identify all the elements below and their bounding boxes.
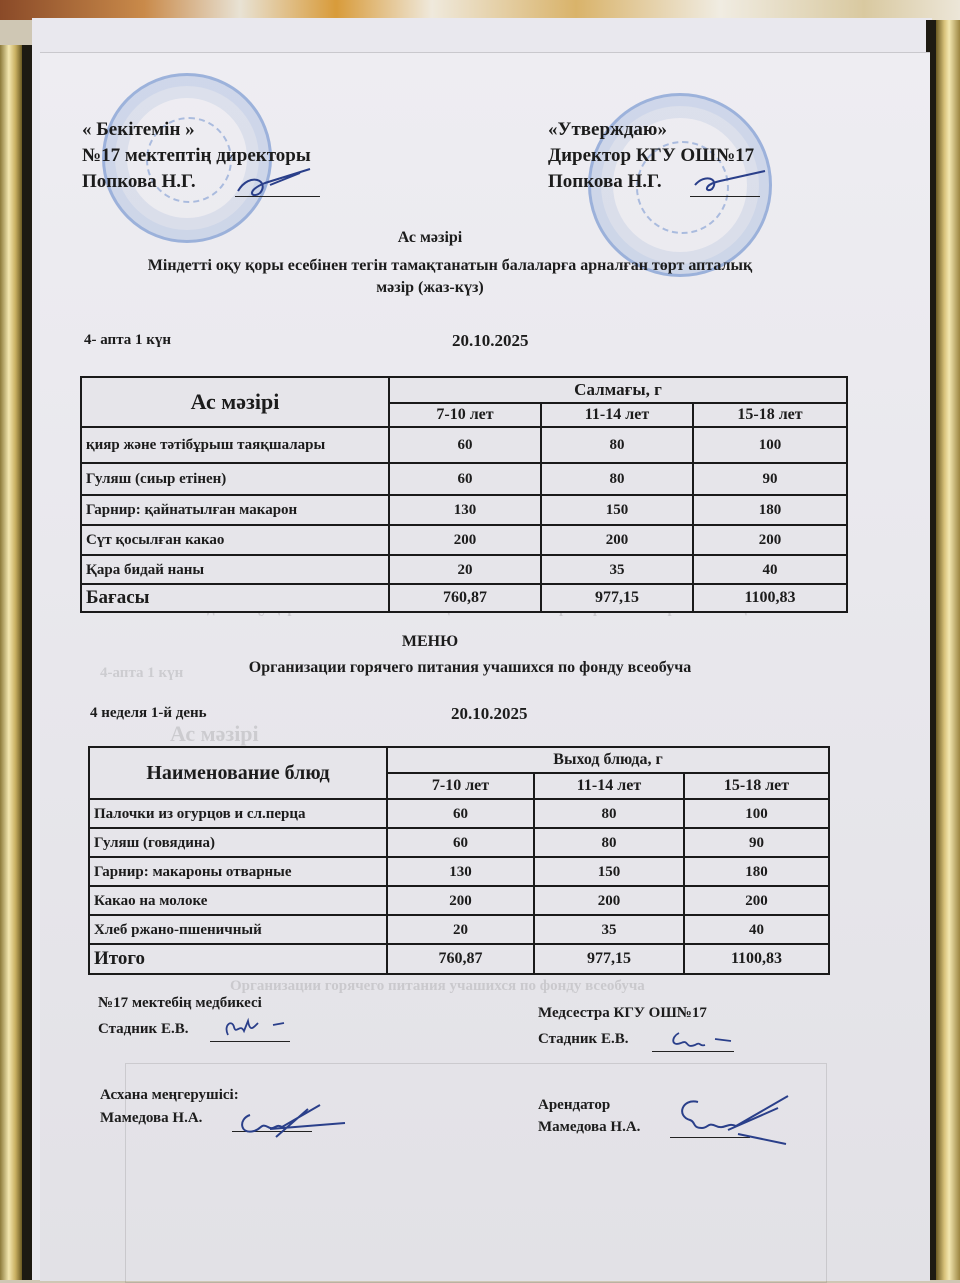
kz-week-day: 4- апта 1 күн bbox=[84, 332, 172, 348]
nurse-ru-role: Медсестра КГУ ОШ№17 bbox=[538, 1005, 707, 1021]
weight-value: 200 bbox=[389, 525, 541, 555]
weight-value: 20 bbox=[389, 555, 541, 584]
tenant-ru-name: Мамедова Н.А. bbox=[538, 1119, 641, 1135]
weight-value: 100 bbox=[693, 427, 847, 463]
ru-table-name-header: Наименование блюд bbox=[89, 747, 387, 799]
weight-value: 35 bbox=[534, 915, 684, 944]
approval-kz-line1: « Бекітемін » bbox=[82, 119, 195, 140]
kz-table-group-header: Салмағы, г bbox=[389, 377, 847, 403]
total-value: 760,87 bbox=[387, 944, 534, 974]
nurse-kz-name: Стадник Е.В. bbox=[98, 1021, 189, 1037]
weight-value: 200 bbox=[541, 525, 693, 555]
dish-name: Гуляш (сиыр етінен) bbox=[81, 463, 389, 495]
weight-value: 20 bbox=[387, 915, 534, 944]
weight-value: 40 bbox=[684, 915, 829, 944]
weight-value: 200 bbox=[684, 886, 829, 915]
ru-week-day: 4 неделя 1-й день bbox=[90, 705, 207, 721]
dish-name: Гарнир: макароны отварные bbox=[89, 857, 387, 886]
table-row bbox=[89, 915, 829, 944]
kz-col-7-10: 7-10 лет bbox=[389, 403, 541, 427]
ru-col-15-18: 15-18 лет bbox=[684, 773, 829, 799]
total-value: 1100,83 bbox=[693, 584, 847, 612]
weight-value: 180 bbox=[684, 857, 829, 886]
nurse-ru-name: Стадник Е.В. bbox=[538, 1031, 629, 1047]
weight-value: 60 bbox=[389, 463, 541, 495]
weight-value: 130 bbox=[389, 495, 541, 525]
wall-background bbox=[0, 0, 960, 20]
canteen-kz-name: Мамедова Н.А. bbox=[100, 1110, 203, 1126]
dish-name: Хлеб ржано-пшеничный bbox=[89, 915, 387, 944]
dish-name: Палочки из огурцов и сл.перца bbox=[89, 799, 387, 828]
weight-value: 60 bbox=[387, 828, 534, 857]
weight-value: 60 bbox=[387, 799, 534, 828]
approval-ru-line3: Попкова Н.Г. bbox=[548, 171, 662, 192]
weight-value: 80 bbox=[534, 828, 684, 857]
nurse-signature-ru bbox=[665, 1023, 745, 1053]
weight-value: 100 bbox=[684, 799, 829, 828]
total-value: 977,15 bbox=[534, 944, 684, 974]
total-value: 760,87 bbox=[389, 584, 541, 612]
ru-table-group-header: Выход блюда, г bbox=[387, 747, 829, 773]
frame-right-gold bbox=[936, 20, 960, 1280]
total-value: 977,15 bbox=[541, 584, 693, 612]
weight-value: 90 bbox=[684, 828, 829, 857]
table-row bbox=[81, 525, 847, 555]
weight-value: 150 bbox=[541, 495, 693, 525]
ghost-text: Ас мәзірі bbox=[170, 721, 259, 746]
manager-signature-kz bbox=[230, 1093, 350, 1143]
ghost-text: Организации горячего питания учашихся по фонду всеобуча bbox=[230, 978, 645, 994]
dish-name: Гуляш (говядина) bbox=[89, 828, 387, 857]
kz-menu-subtitle-1: Міндетті оқу қоры есебінен тегін тамақтанатын балаларға арналған төрт апталық bbox=[147, 257, 753, 274]
table-row bbox=[81, 427, 847, 463]
dish-name: Сүт қосылған какао bbox=[81, 525, 389, 555]
total-label: Бағасы bbox=[81, 584, 389, 612]
table-total-row bbox=[81, 584, 847, 612]
ru-menu-title: МЕНЮ bbox=[401, 633, 459, 650]
weight-value: 90 bbox=[693, 463, 847, 495]
weight-value: 60 bbox=[389, 427, 541, 463]
weight-value: 80 bbox=[541, 463, 693, 495]
table-row bbox=[81, 463, 847, 495]
approval-kz-line3: Попкова Н.Г. bbox=[82, 171, 196, 192]
nurse-kz-role: №17 мектебің медбикесі bbox=[98, 995, 262, 1011]
table-row bbox=[81, 495, 847, 525]
table-row bbox=[89, 828, 829, 857]
table-row bbox=[89, 799, 829, 828]
total-value: 1100,83 bbox=[684, 944, 829, 974]
kz-menu-title: Ас мәзірі bbox=[397, 229, 463, 246]
ru-col-11-14: 11-14 лет bbox=[534, 773, 684, 799]
director-signature-ru bbox=[690, 165, 770, 197]
kz-col-11-14: 11-14 лет bbox=[541, 403, 693, 427]
canteen-kz-role: Асхана меңгерушісі: bbox=[100, 1087, 239, 1103]
kz-col-15-18: 15-18 лет bbox=[693, 403, 847, 427]
dish-name: Гарнир: қайнатылған макарон bbox=[81, 495, 389, 525]
weight-value: 180 bbox=[693, 495, 847, 525]
director-signature-kz bbox=[230, 161, 320, 201]
kz-menu-subtitle-2: мәзір (жаз-күз) bbox=[376, 279, 484, 296]
ghost-text: 4-апта 1 күн bbox=[100, 665, 184, 681]
dish-name: қияр және тәтібұрыш таяқшалары bbox=[81, 427, 389, 463]
weight-value: 130 bbox=[387, 857, 534, 886]
table-row bbox=[81, 555, 847, 584]
tenant-signature-ru bbox=[668, 1088, 798, 1148]
table-row bbox=[89, 886, 829, 915]
ru-menu-subtitle: Организации горячего питания учашихся по фонду всеобуча bbox=[248, 659, 692, 676]
approval-ru-line2: Директор КГУ ОШ№17 bbox=[548, 145, 755, 166]
weight-value: 40 bbox=[693, 555, 847, 584]
kz-menu-table bbox=[80, 376, 848, 613]
frame-left-gold bbox=[0, 45, 22, 1280]
approval-ru-line1: «Утверждаю» bbox=[548, 119, 667, 140]
total-label: Итого bbox=[89, 944, 387, 974]
weight-value: 200 bbox=[387, 886, 534, 915]
table-row bbox=[89, 857, 829, 886]
weight-value: 35 bbox=[541, 555, 693, 584]
kz-table-name-header: Ас мәзірі bbox=[81, 377, 389, 427]
tenant-ru-role: Арендатор bbox=[538, 1097, 611, 1113]
kz-date: 20.10.2025 bbox=[452, 331, 529, 350]
frame-left-edge bbox=[22, 45, 32, 1280]
weight-value: 80 bbox=[534, 799, 684, 828]
nurse-signature-kz bbox=[218, 1013, 298, 1043]
weight-value: 200 bbox=[693, 525, 847, 555]
weight-value: 80 bbox=[541, 427, 693, 463]
ru-date: 20.10.2025 bbox=[451, 704, 528, 723]
ru-col-7-10: 7-10 лет bbox=[387, 773, 534, 799]
table-total-row bbox=[89, 944, 829, 974]
menu-document bbox=[40, 52, 930, 1281]
dish-name: Қара бидай наны bbox=[81, 555, 389, 584]
weight-value: 150 bbox=[534, 857, 684, 886]
approval-kz-line2: №17 мектептің директоры bbox=[82, 145, 311, 166]
ru-menu-table bbox=[88, 746, 830, 975]
dish-name: Какао на молоке bbox=[89, 886, 387, 915]
weight-value: 200 bbox=[534, 886, 684, 915]
